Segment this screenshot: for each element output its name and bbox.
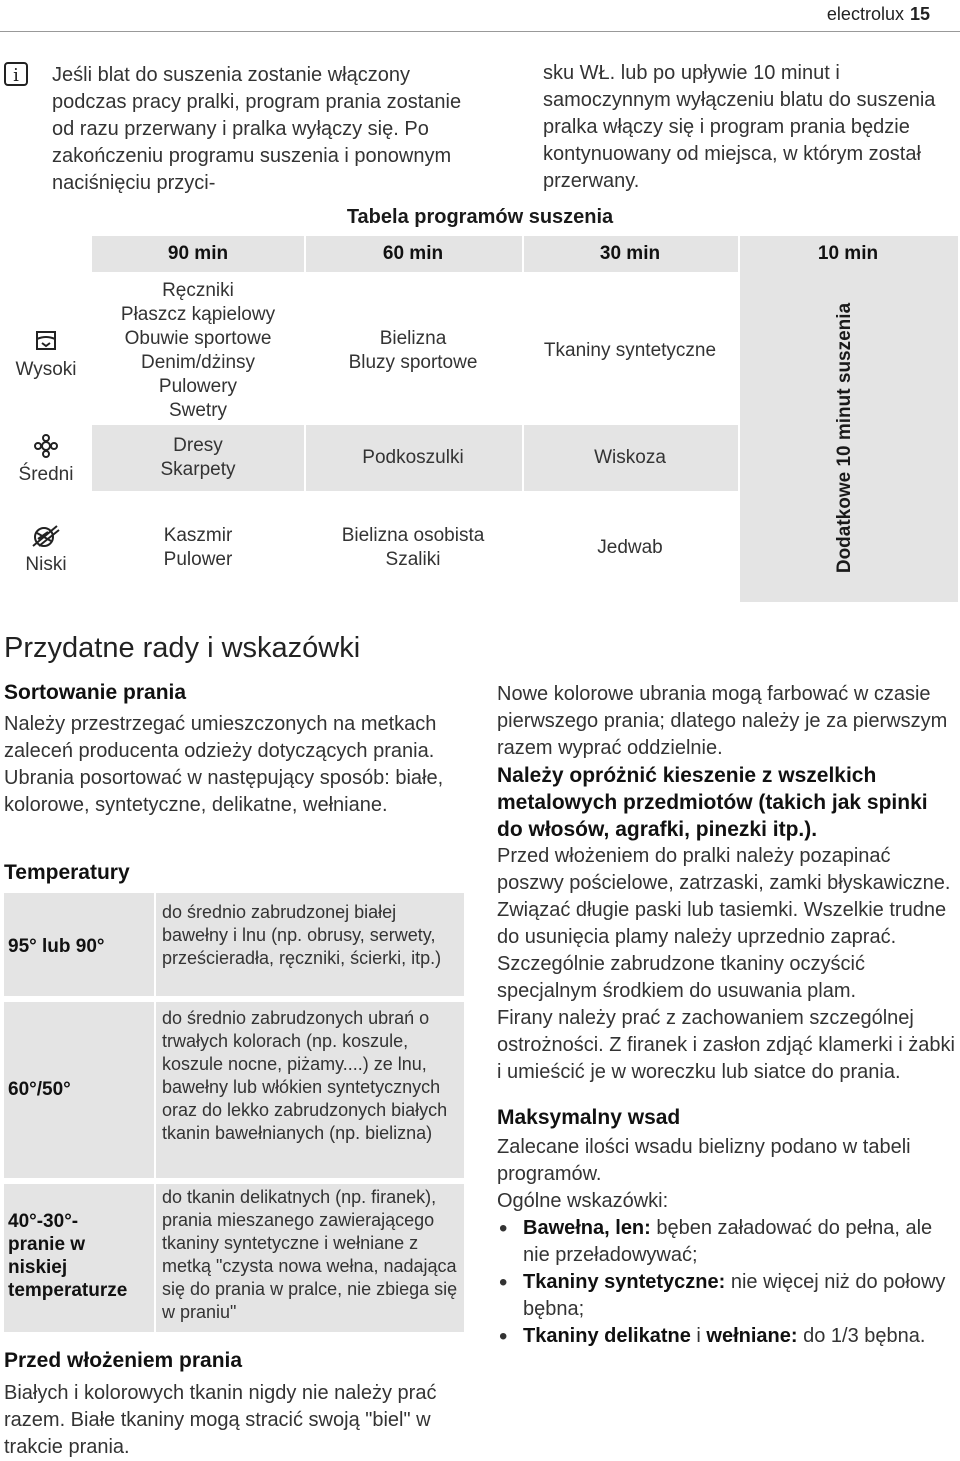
before-washing-text: Białych i kolorowych tkanin nigdy nie należy prać razem. Białe tkaniny mogą stracić swoją "biel" w trakcie prania. xyxy=(4,1382,437,1458)
list-item xyxy=(497,1269,959,1323)
temp-label: 40°-30°- pranie w niskiej temperaturze xyxy=(8,1211,128,1301)
temp-divider xyxy=(154,893,156,996)
cell-high-90: Ręczniki Płaszcz kąpielowy Obuwie sportowe Denim/dżinsy Pulowery Swetry xyxy=(120,279,276,421)
list-item xyxy=(497,1323,959,1350)
right-column xyxy=(497,681,959,1350)
temp-divider xyxy=(154,1184,156,1332)
header-90min: 90 min xyxy=(167,243,229,264)
temp-divider xyxy=(154,1002,156,1178)
temp-desc: do średnio zabrudzonych ubrań o trwałych kolorach (np. koszule, koszule nocne, piżamy....) ze lnu, bawełny lub włókien syntetycznych oraz do lekko zabrudzonych białych tkanin bawełnianych (np. bielizna) xyxy=(162,1008,448,1143)
new-clothes-text: Nowe kolorowe ubrania mogą farbować w czasie pierwszego prania; dlatego należy je za pierwszym razem wyprać oddzielnie. xyxy=(497,683,948,759)
list-item-bold: Tkaniny syntetyczne: xyxy=(523,1271,726,1293)
list-item-mid: i xyxy=(690,1325,707,1347)
col-divider xyxy=(738,236,740,602)
cell-low-30: Jedwab xyxy=(597,537,663,558)
cell-medium-30: Wiskoza xyxy=(594,447,666,468)
curtains-text: Firany należy prać z zachowaniem szczególnej ostrożności. Z firanek i zasłon zdjąć klamerki i żabki i umieścić je w woreczku lub siatce do prania. xyxy=(497,1007,955,1083)
level-label: Średni xyxy=(18,464,74,485)
max-load-text: Zalecane ilości wsadu bielizny podano w tabeli programów. xyxy=(497,1136,911,1185)
page-header xyxy=(827,4,930,25)
sorting-heading: Sortowanie prania xyxy=(4,681,187,704)
note-text-left: Jeśli blat do suszenia zostanie włączony podczas pracy pralki, program prania zostanie od razu przerwany i pralka wyłączy się. Po zakończeniu programu suszenia i ponownym naciśnięciu przyci- xyxy=(52,64,462,194)
extra-drying-label: Dodatkowe 10 minut suszenia xyxy=(834,302,856,574)
table-title: Tabela programów suszenia xyxy=(346,206,614,228)
temp-row-40 xyxy=(4,1184,464,1332)
low-dry-wool-icon xyxy=(31,524,61,548)
cell-medium-90: Dresy Skarpety xyxy=(160,435,236,480)
level-label: Niski xyxy=(25,554,67,575)
header-60min: 60 min xyxy=(382,243,444,264)
medium-dry-icon xyxy=(34,434,58,458)
brand-name: electrolux xyxy=(826,4,904,24)
empty-pockets-warning: Należy opróżnić kieszenie z wszelkich metalowych przedmiotów (takich jak spinki do włosów, agrafki, pinezki itp.). xyxy=(497,764,928,841)
temp-row-60 xyxy=(4,1002,464,1178)
load-list xyxy=(497,1215,959,1350)
cell-low-90: Kaszmir Pulower xyxy=(163,525,233,570)
list-item-bold: wełniane: xyxy=(706,1325,798,1347)
level-medium xyxy=(0,425,92,495)
temp-row-95 xyxy=(4,893,464,996)
list-item-text: nie więcej niż do połowy bębna; xyxy=(523,1271,946,1320)
cell-low-60: Bielizna osobista Szaliki xyxy=(341,525,485,570)
page-number: 15 xyxy=(909,4,930,24)
temperatures-heading: Temperatury xyxy=(4,861,130,884)
note-text-right: sku WŁ. lub po upływie 10 minut i samoczynnym wyłączeniu blatu do suszenia pralka włączy się i program prania będzie kontynuowany od miejsca, w którym został przerwany. xyxy=(543,62,936,192)
list-item-text: bęben załadować do pełna, ale nie przeładowywać; xyxy=(523,1217,933,1266)
list-item xyxy=(497,1215,959,1269)
level-low xyxy=(0,515,92,585)
temp-label: 95° lub 90° xyxy=(8,936,105,957)
header-divider xyxy=(0,31,960,32)
level-label: Wysoki xyxy=(15,359,77,380)
general-label: Ogólne wskazówki: xyxy=(497,1190,669,1212)
temp-desc: do średnio zabrudzonej białej bawełny i lnu (np. obrusy, serwety, prześcieradła, ręczniki, ścierki, itp.) xyxy=(162,902,442,968)
list-item-bold: Tkaniny delikatne xyxy=(523,1325,691,1347)
list-item-bold: Bawełna, len: xyxy=(523,1217,651,1239)
stain-text: Szczególnie zabrudzone tkaniny oczyścić specjalnym środkiem do usuwania plam. xyxy=(497,953,865,1002)
cell-high-30: Tkaniny syntetyczne xyxy=(543,339,717,361)
cell-high-60: Bielizna Bluzy sportowe xyxy=(348,327,478,373)
before-washing-heading: Przed włożeniem prania xyxy=(4,1349,243,1372)
header-30min: 30 min xyxy=(599,243,661,264)
list-item-text: do 1/3 bębna. xyxy=(797,1325,926,1347)
header-10min: 10 min xyxy=(817,243,879,264)
section-title: Przydatne rady i wskazówki xyxy=(4,632,361,664)
extra-drying-column xyxy=(820,278,870,598)
level-high xyxy=(0,315,92,395)
fasten-text: Przed włożeniem do pralki należy pozapinać poszwy pościelowe, zatrzaski, zamki błyskawiczne. Związać długie paski lub tasiemki. Wszelkie trudne do usunięcia plamy należy uprzednio zaprać. xyxy=(497,845,951,948)
temp-desc: do tkanin delikatnych (np. firanek), prania mieszanego zawierającego tkaniny syntetyczne i wełniane z metką "czysta nowa wełna, nadająca się do prania w pralce, nie zbiega się w praniu" xyxy=(162,1187,458,1322)
sorting-text: Należy przestrzegać umieszczonych na metkach zaleceń producenta odzieży dotyczących prania. Ubrania posortować w następujący sposób: białe, kolorowe, syntetyczne, delikatne, wełniane. xyxy=(4,713,444,816)
max-load-heading: Maksymalny wsad xyxy=(497,1106,681,1129)
temp-label: 60°/50° xyxy=(8,1079,71,1100)
info-icon: i xyxy=(4,62,28,86)
high-dry-icon xyxy=(33,329,59,353)
cell-medium-60: Podkoszulki xyxy=(362,447,464,468)
